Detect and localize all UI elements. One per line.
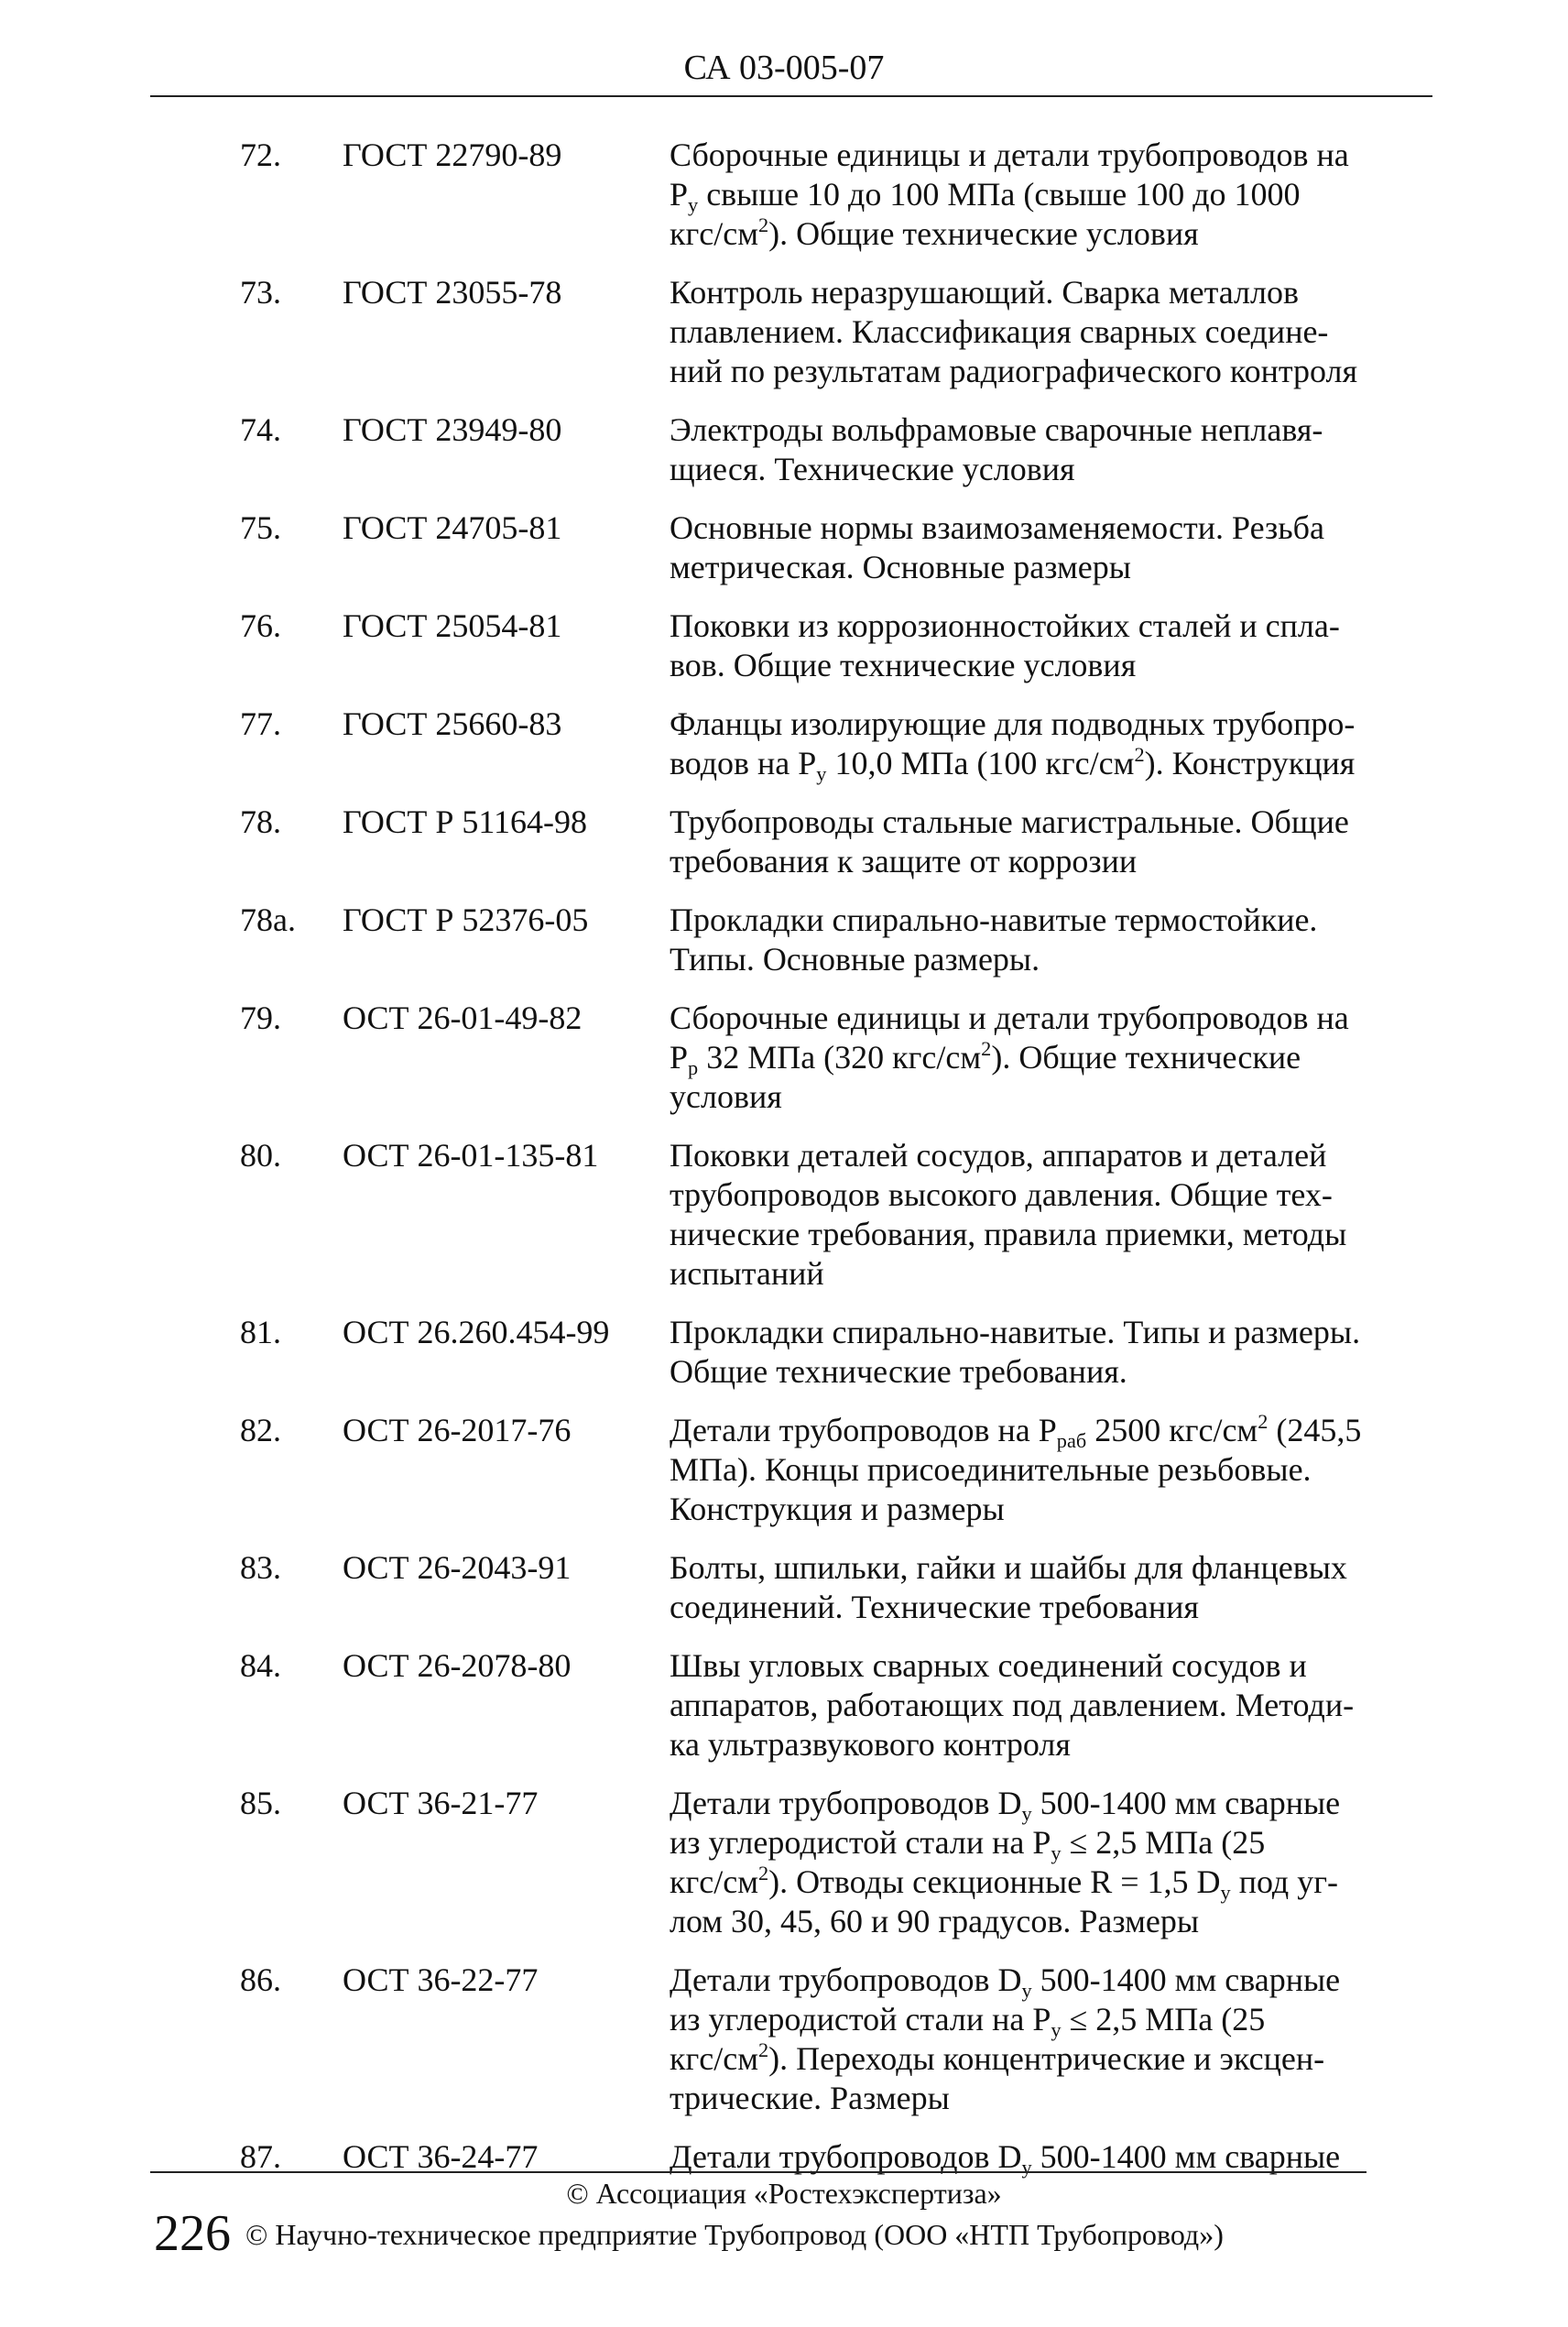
item-number: 87. <box>240 2138 281 2175</box>
item-number: 79. <box>240 1000 281 1036</box>
item-number: 78. <box>240 803 281 840</box>
list-item <box>0 1313 1568 1392</box>
list-item <box>0 999 1568 1117</box>
list-item <box>0 901 1568 979</box>
standard-code: ОСТ 36-21-77 <box>343 1785 539 1821</box>
page-number: 226 <box>154 2205 231 2262</box>
standard-title: Болты, шпильки, гайки и шайбы для фланцевых соединений. Технические требования <box>670 1549 1347 1625</box>
standard-code: ГОСТ Р 51164-98 <box>343 803 588 840</box>
standard-title: Сборочные единицы и детали трубопроводов на $P_у$ свыше 10 до 100 МПа (свыше 100 до 1000 кгс/$см^2$). Общие технические условия <box>670 137 1349 252</box>
item-number: 77. <box>240 705 281 742</box>
document-code-header: СА 03-005-07 <box>683 49 885 87</box>
list-item <box>0 1784 1568 1941</box>
standard-code: ОСТ 26-01-49-82 <box>343 1000 583 1036</box>
standard-title: Основные нормы взаимозаменяемости. Резьба метрическая. Основные размеры <box>670 509 1324 585</box>
header-rule <box>150 95 1432 97</box>
standard-code: ОСТ 26-2017-76 <box>343 1412 572 1448</box>
item-number: 72. <box>240 137 281 173</box>
standard-code: ОСТ 36-24-77 <box>343 2138 539 2175</box>
standard-code: ОСТ 36-22-77 <box>343 1961 539 1998</box>
standard-title: Прокладки спирально-навитые. Типы и размеры. Общие технические требования. <box>670 1314 1361 1390</box>
item-number: 73. <box>240 274 281 311</box>
standard-code: ОСТ 26-01-135-81 <box>343 1137 599 1174</box>
standard-title: Детали трубопроводов $D_у$ 500-1400 мм сварные <box>670 2138 1341 2180</box>
standard-title: Поковки деталей сосудов, аппаратов и деталей трубопроводов высокого давления. Общие тех- нические требования, правила приемки, методы испытаний <box>670 1137 1347 1292</box>
list-item <box>0 803 1568 881</box>
item-number: 78а. <box>240 901 296 938</box>
list-item <box>0 136 1568 254</box>
list-item <box>0 606 1568 685</box>
standard-code: ГОСТ 25054-81 <box>343 607 562 644</box>
standard-title: Контроль неразрушающий. Сварка металлов плавлением. Классификация сварных соедине- ний по результатам радиографического контроля <box>670 274 1358 389</box>
item-number: 80. <box>240 1137 281 1174</box>
standard-code: ГОСТ 25660-83 <box>343 705 562 742</box>
footer-copyright-company: © Научно-техническое предприятие Трубопровод (ООО «НТП Трубопровод») <box>245 2218 1224 2251</box>
item-number: 75. <box>240 509 281 546</box>
item-number: 81. <box>240 1314 281 1350</box>
footer-rule <box>150 2171 1367 2173</box>
standard-code: ГОСТ 22790-89 <box>343 137 562 173</box>
list-item <box>0 1411 1568 1529</box>
standard-code: ГОСТ Р 52376-05 <box>343 901 589 938</box>
standard-code: ОСТ 26-2078-80 <box>343 1647 572 1684</box>
item-number: 74. <box>240 411 281 448</box>
list-item <box>0 410 1568 489</box>
list-item <box>0 508 1568 587</box>
standard-code: ГОСТ 24705-81 <box>343 509 562 546</box>
standard-code: ГОСТ 23055-78 <box>343 274 562 311</box>
standard-title: Электроды вольфрамовые сварочные неплавя- щиеся. Технические условия <box>670 411 1323 487</box>
list-item <box>0 1136 1568 1294</box>
standard-code: ГОСТ 23949-80 <box>343 411 562 448</box>
standard-title: Детали трубопроводов $D_у$ 500-1400 мм сварные из углеродистой стали на $P_у \le 2,5$ МПа (25 кгс/$см^2$). Отводы секционные R = 1,5 $D_у$ под уг- лом 30, 45, 60 и 90 градусов. Размеры <box>670 1785 1341 1939</box>
item-number: 82. <box>240 1412 281 1448</box>
standard-title: Прокладки спирально-навитые термостойкие. Типы. Основные размеры. <box>670 901 1318 978</box>
item-number: 85. <box>240 1785 281 1821</box>
list-item <box>0 273 1568 391</box>
list-item <box>0 1961 1568 2118</box>
standard-title: Швы угловых сварных соединений сосудов и аппаратов, работающих под давлением. Методи- ка ультразвукового контроля <box>670 1647 1355 1763</box>
item-number: 83. <box>240 1549 281 1586</box>
item-number: 76. <box>240 607 281 644</box>
standard-code: ОСТ 26-2043-91 <box>343 1549 572 1586</box>
standard-title: Сборочные единицы и детали трубопроводов на $P_р$ 32 МПа (320 кгс/$см^2$). Общие технические условия <box>670 1000 1349 1115</box>
standard-title: Трубопроводы стальные магистральные. Общие требования к защите от коррозии <box>670 803 1349 879</box>
standard-title: Детали трубопроводов на $P_{раб}$ 2500 кгс/$см^2$ (245,5 МПа). Концы присоединительные резьбовые. Конструкция и размеры <box>670 1410 1362 1527</box>
list-item <box>0 1548 1568 1627</box>
footer-copyright-association: © Ассоциация «Ростехэкспертиза» <box>566 2177 1002 2210</box>
item-number: 86. <box>240 1961 281 1998</box>
list-item <box>0 705 1568 786</box>
standard-code: ОСТ 26.260.454-99 <box>343 1314 610 1350</box>
standard-title: Поковки из коррозионностойких сталей и спла- вов. Общие технические условия <box>670 607 1340 683</box>
standards-list <box>0 136 1568 2196</box>
standard-title: Детали трубопроводов $D_у$ 500-1400 мм сварные из углеродистой стали на $P_у \le 2,5$ МПа (25 кгс/$см^2$). Переходы концентрические и эксцен- трические. Размеры <box>670 1961 1341 2116</box>
item-number: 84. <box>240 1647 281 1684</box>
standard-title: Фланцы изолирующие для подводных трубопро- водов на $P_у$ 10,0 МПа (100 кгс/$см^2$). Конструкция <box>670 705 1356 786</box>
list-item <box>0 1646 1568 1764</box>
